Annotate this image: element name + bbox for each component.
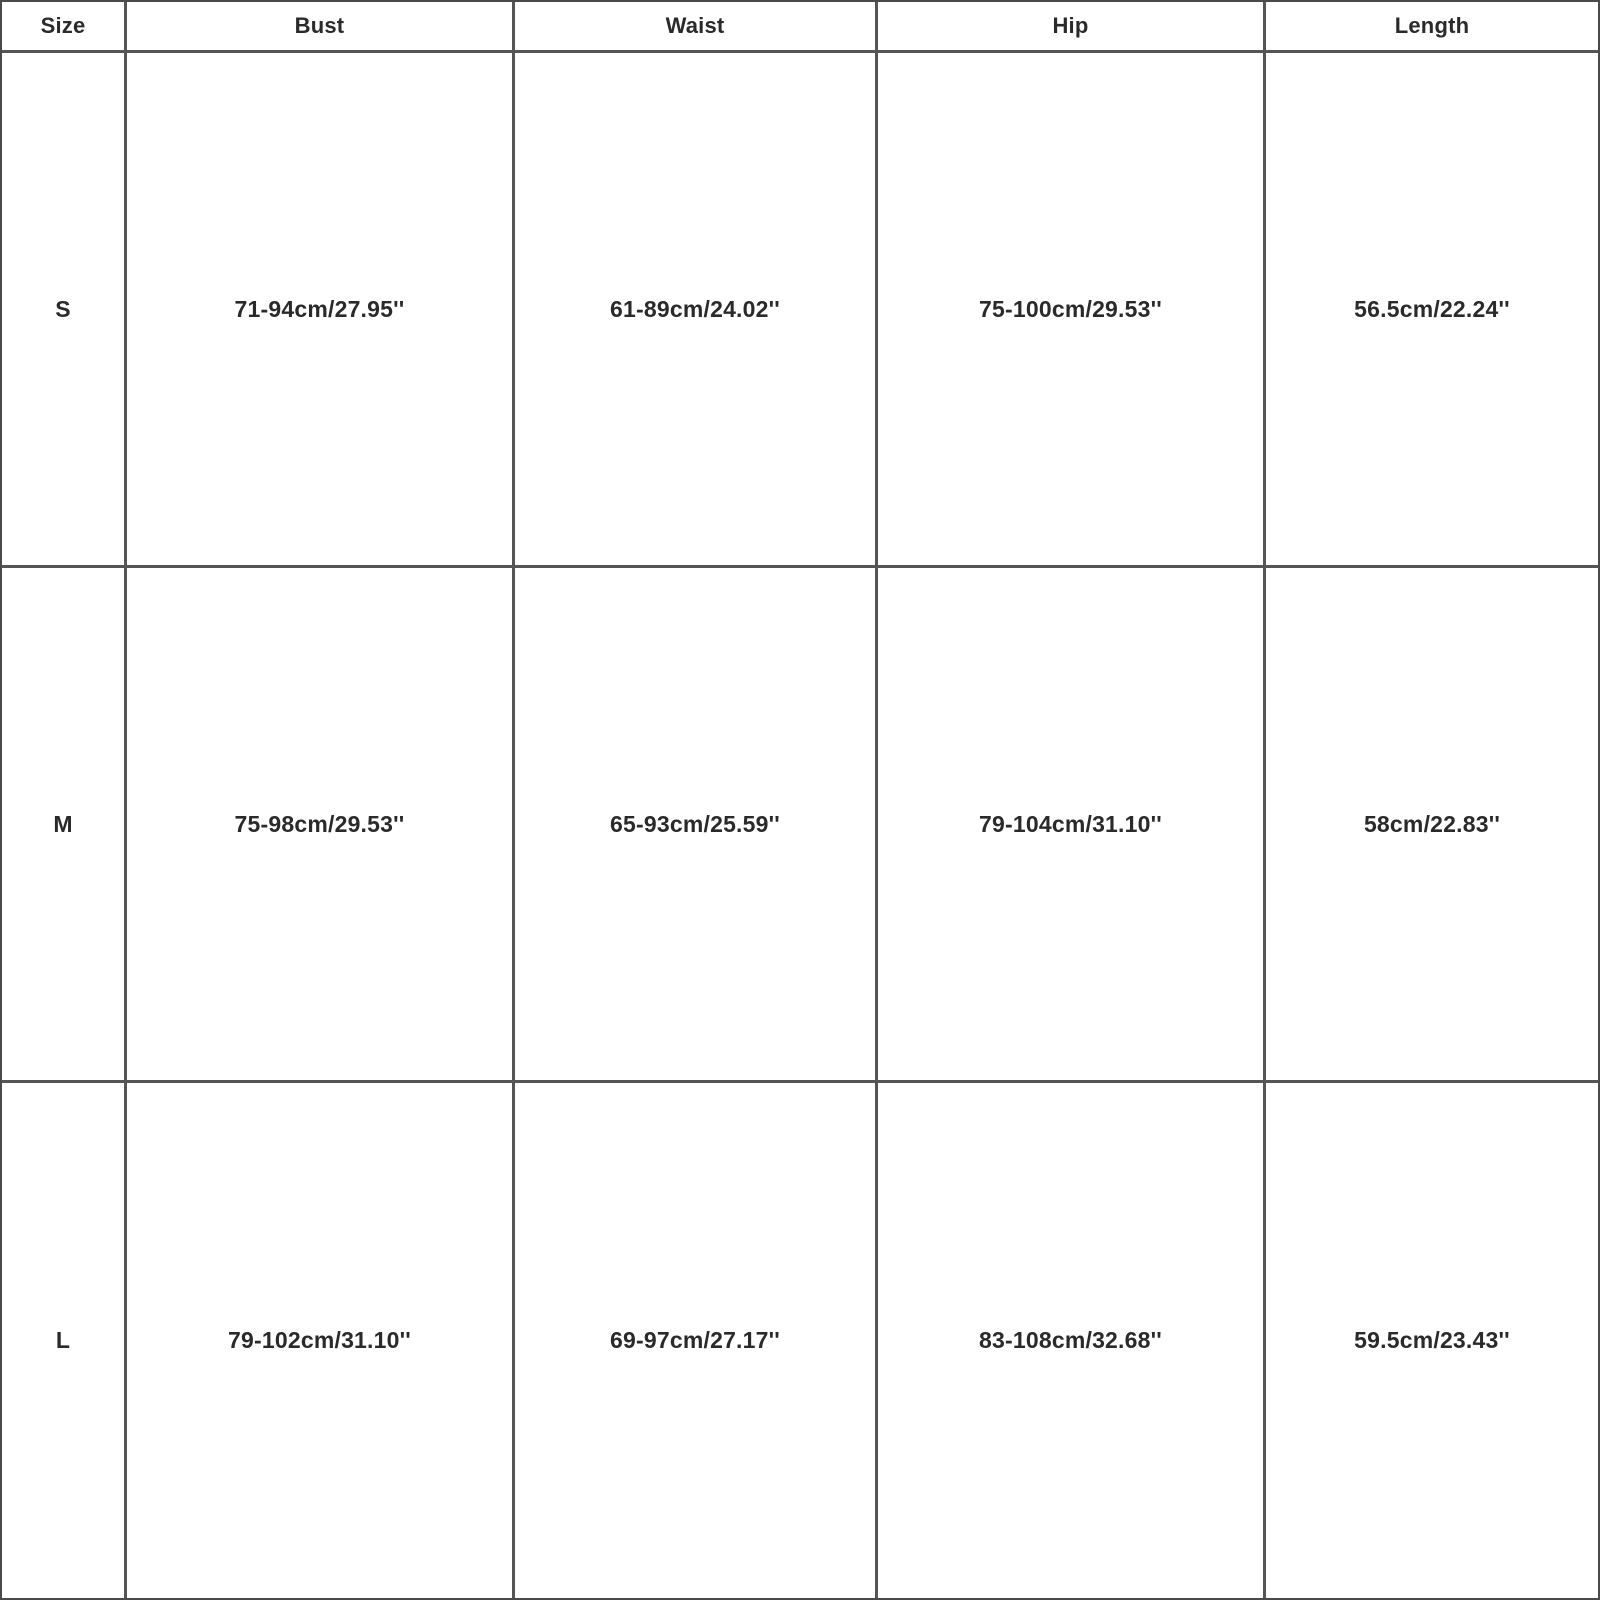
header-bust: Bust (127, 2, 515, 53)
row-l-size: L (2, 1083, 127, 1598)
row-m-waist: 65-93cm/25.59'' (515, 568, 878, 1083)
row-l-bust: 79-102cm/31.10'' (127, 1083, 515, 1598)
header-waist: Waist (515, 2, 878, 53)
row-l-length: 59.5cm/23.43'' (1354, 1327, 1510, 1353)
row-s-length: 56.5cm/22.24'' (1266, 53, 1598, 568)
row-m-hip: 79-104cm/31.10'' (878, 568, 1266, 1083)
row-s-bust: 71-94cm/27.95'' (127, 53, 515, 568)
row-l-hip: 83-108cm/32.68'' (878, 1083, 1266, 1598)
row-s-hip: 75-100cm/29.53'' (878, 53, 1266, 568)
row-s-waist: 61-89cm/24.02'' (515, 53, 878, 568)
row-m-length: 58cm/22.83'' (1266, 568, 1598, 1083)
header-hip: Hip (878, 2, 1266, 53)
row-m-bust: 75-98cm/29.53'' (127, 568, 515, 1083)
row-s-size: S (2, 53, 127, 568)
row-l-waist: 69-97cm/27.17'' (515, 1083, 878, 1598)
header-size: Size (2, 2, 127, 53)
header-length: Length (1266, 2, 1598, 53)
row-m-size: M (2, 568, 127, 1083)
